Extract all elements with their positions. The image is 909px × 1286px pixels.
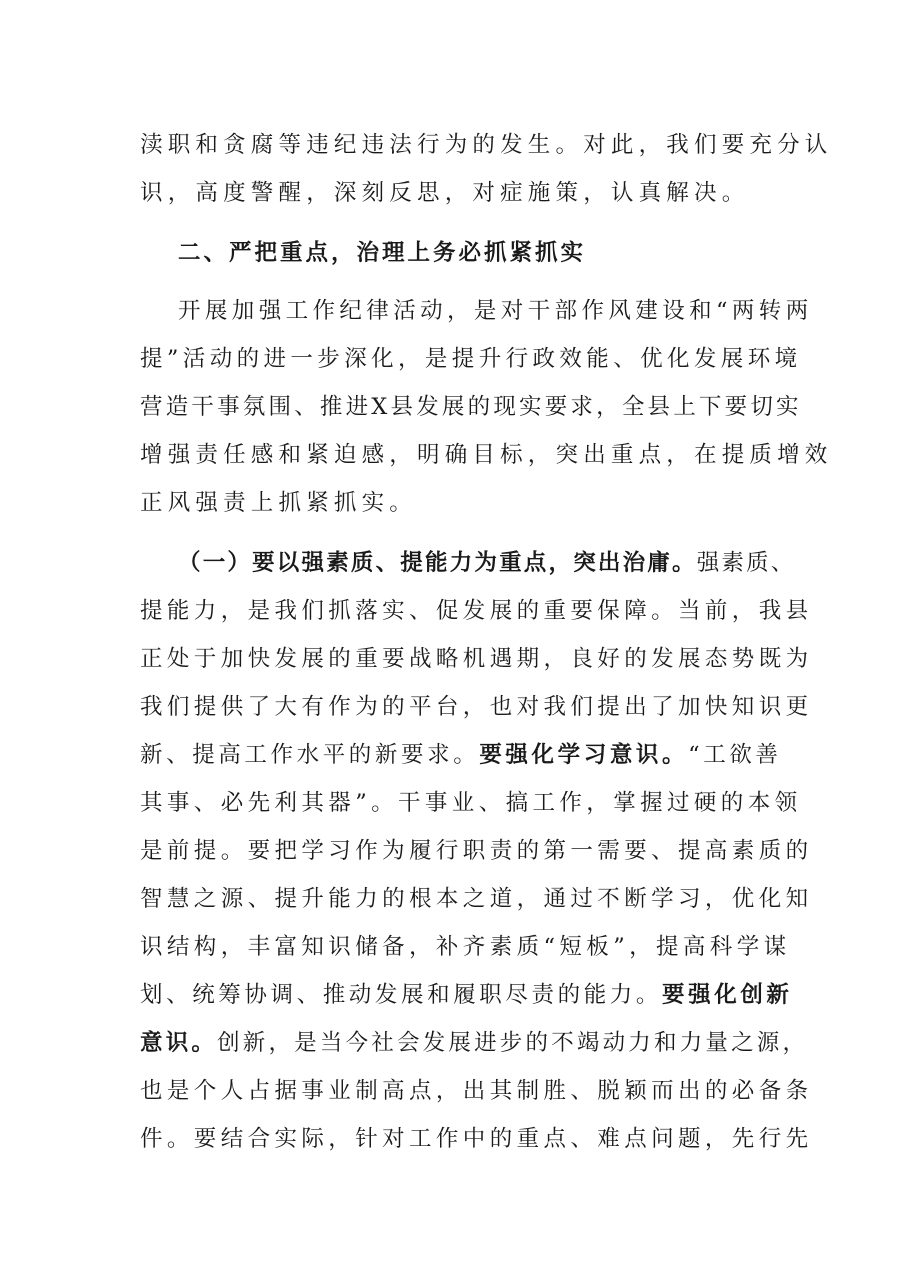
para1-line-4: 增强责任感和紧迫感，明确目标，突出重点，在提质增效: [140, 442, 833, 468]
subsection-1-line: [178, 548, 796, 578]
subsection-1-heading: （一）要以强素质、提能力为重点，突出治庸。: [178, 550, 697, 576]
innovation-point-heading: 要强化创新: [662, 982, 793, 1008]
innovation-point-heading-end: 意识。: [140, 1030, 218, 1056]
para1-line-3: 营造干事氛围、推进X县发展的现实要求，全县上下要切实: [140, 394, 802, 420]
para2-line-1: 提能力，是我们抓落实、促发展的重要保障。当前，我县: [140, 598, 813, 624]
para2-line-3: 我们提供了大有作为的平台，也对我们提出了加快知识更: [140, 694, 813, 720]
innovation-line-text-a: 划、统筹协调、推动发展和履职尽责的能力。: [140, 982, 663, 1008]
para2-line-2: 正处于加快发展的重要战略机遇期，良好的发展态势既为: [140, 646, 813, 672]
para1-line-2: 提”活动的进一步深化，是提升行政效能、优化发展环境: [140, 346, 802, 372]
para1-line-1: 开展加强工作纪律活动，是对干部作风建设和“两转两: [178, 298, 813, 324]
intro-line-2: 识，高度警醒，深刻反思，对症施策，认真解决。: [140, 180, 750, 206]
innovation-line-2: [140, 1028, 808, 1058]
innovation-line-2-text: 创新，是当今社会发展进步的不竭动力和力量之源，: [217, 1030, 809, 1056]
para4-line-2: 件。要结合实际，针对工作中的重点、难点问题，先行先: [140, 1126, 813, 1152]
para1-line-5: 正风强责上抓紧抓实。: [140, 490, 418, 516]
subsection-1-text: 强素质、: [696, 550, 796, 576]
para3-line-2: 是前提。要把学习作为履行职责的第一需要、提高素质的: [140, 838, 813, 864]
para3-line-1: 其事、必先利其器”。干事业、搞工作，掌握过硬的本领: [140, 790, 802, 816]
section-heading: 二、严把重点，治理上务必抓紧抓实: [178, 240, 587, 266]
study-line: [140, 740, 782, 770]
intro-line-1: 渎职和贪腐等违纪违法行为的发生。对此，我们要充分认: [140, 132, 833, 158]
para3-line-3: 智慧之源、提升能力的根本之道，通过不断学习，优化知: [140, 886, 813, 912]
study-point-heading: 要强化学习意识。: [479, 742, 689, 768]
innovation-line: [140, 980, 793, 1010]
para3-line-4: 识结构，丰富知识储备，补齐素质“短板”，提高科学谋: [140, 934, 791, 960]
para4-line-1: 也是个人占据事业制高点，出其制胜、脱颖而出的必备条: [140, 1078, 813, 1104]
study-line-text-a: 新、提高工作水平的新要求。: [140, 742, 480, 768]
study-line-text-b: “工欲善: [688, 742, 782, 768]
